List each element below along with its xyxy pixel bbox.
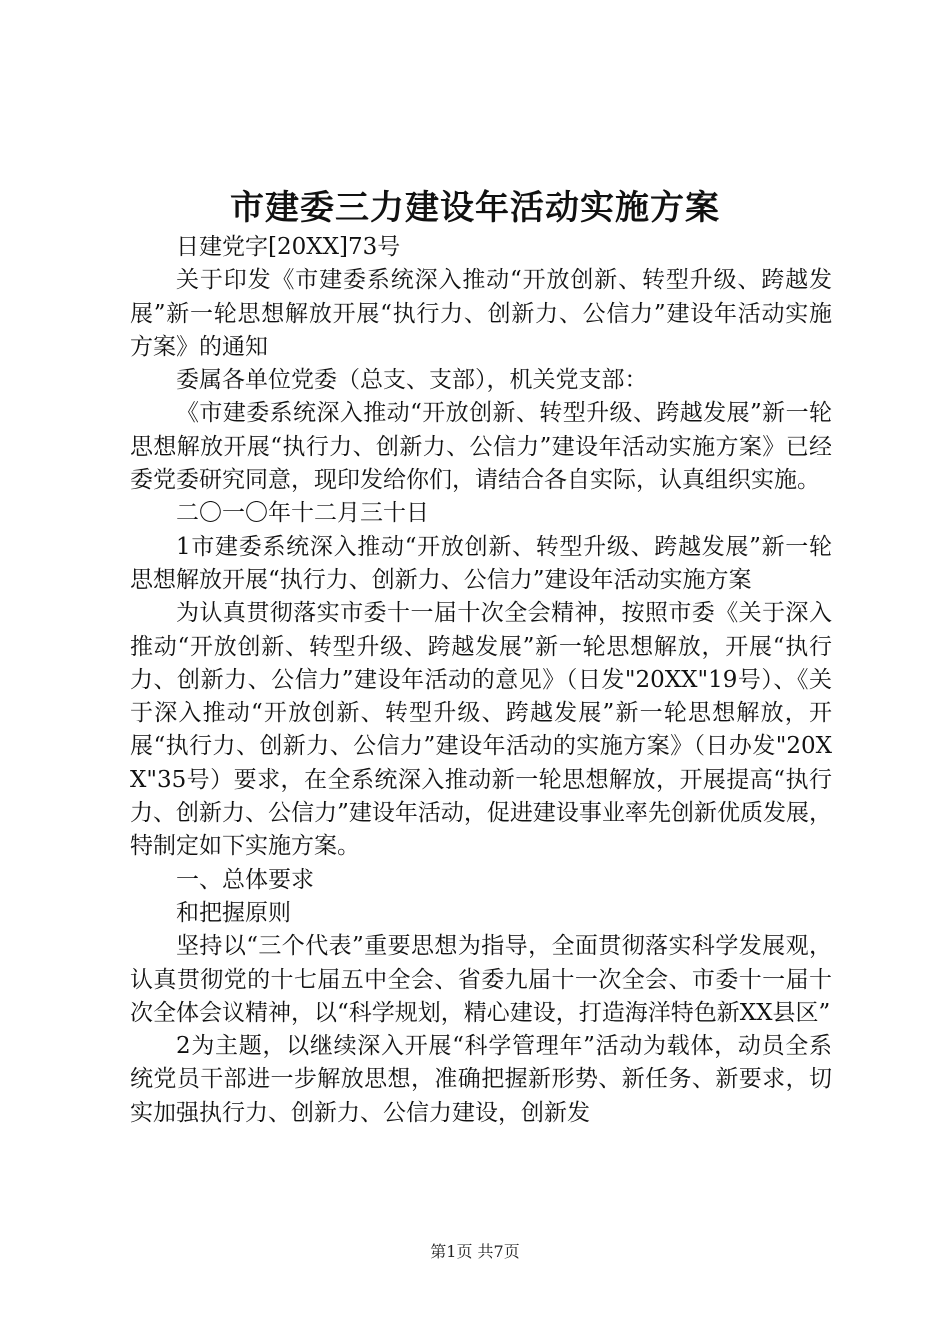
- section-heading: 一、总体要求: [176, 866, 314, 893]
- plan-heading: 1市建委系统深入推动“开放创新、转型升级、跨越发展”新一轮思想解放开展“执行力、创新力、公信力”建设年活动实施方案: [130, 533, 832, 593]
- section-subheading: 和把握原则: [176, 899, 291, 926]
- page-footer: 第1页 共7页: [430, 1242, 520, 1261]
- plan-intro: 为认真贯彻落实市委十一届十次全会精神，按照市委《关于深入推动“开放创新、转型升级、跨越发展”新一轮思想解放，开展“执行力、创新力、公信力”建设年活动的意见》（日发"20XX"19号）、《关于深入推动“开放创新、转型升级、跨越发展”新一轮思想解放，开展“执行力、创新力、公信力”建设年活动的实施方案》（日办发"20XX"35号）要求，在全系统深入推动新一轮思想解放，开展提高“执行力、创新力、公信力”建设年活动，促进建设事业率先创新优质发展，特制定如下实施方案。: [130, 600, 832, 860]
- document-title: 市建委三力建设年活动实施方案: [230, 188, 720, 228]
- document-body: [130, 231, 832, 1130]
- notice-heading: 关于印发《市建委系统深入推动“开放创新、转型升级、跨越发展”新一轮思想解放开展“执行力、创新力、公信力”建设年活动实施方案》的通知: [130, 267, 832, 360]
- notice-body: 《市建委系统深入推动“开放创新、转型升级、跨越发展”新一轮思想解放开展“执行力、创新力、公信力”建设年活动实施方案》已经委党委研究同意，现印发给你们，请结合各自实际，认真组织实施。: [130, 400, 832, 494]
- guiding-principle: 坚持以“三个代表”重要思想为指导，全面贯彻落实科学发展观，认真贯彻党的十七届五中全会、省委九届十一次全会、市委十一届十次全体会议精神，以“科学规划，精心建设，打造海洋特色新XX县区”: [130, 933, 832, 1026]
- recipient-line: 委属各单位党委（总支、支部），机关党支部：: [176, 367, 648, 394]
- document-number: 日建党字[20XX]73号: [176, 234, 401, 260]
- issue-date: 二〇一〇年十二月三十日: [176, 500, 429, 527]
- theme-paragraph: 2为主题，以继续深入开展“科学管理年”活动为载体，动员全系统党员干部进一步解放思想，准确把握新形势、新任务、新要求，切实加强执行力、创新力、公信力建设，创新发: [130, 1033, 832, 1126]
